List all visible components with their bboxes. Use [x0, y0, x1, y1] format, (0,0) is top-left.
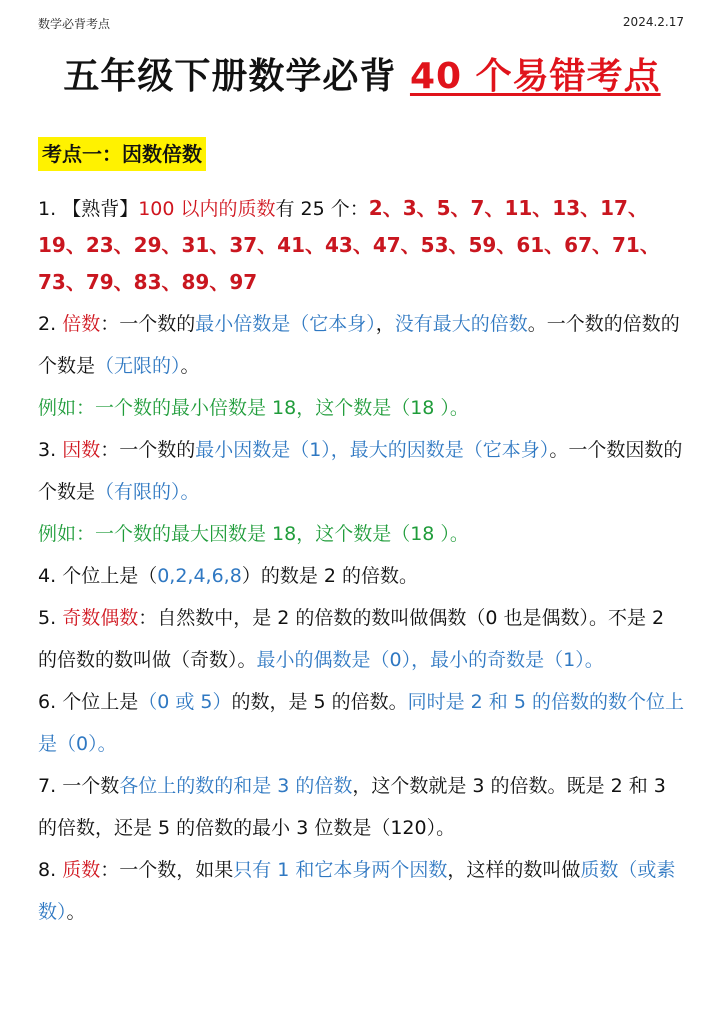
item-number: 3. — [38, 439, 57, 461]
item-text: 个位上是 — [62, 691, 139, 713]
header-left-label: 数学必背考点 — [38, 17, 111, 31]
highlight-blue: （0 或 5） — [138, 691, 232, 713]
item-text: 。 — [180, 355, 200, 377]
highlight-blue: 最小因数是（1），最大的因数是（它本身） — [195, 439, 550, 461]
highlight-blue: （无限的） — [95, 355, 181, 377]
item-8 — [38, 849, 688, 933]
content-body — [38, 190, 688, 933]
highlight-blue: 同时是 2 和 5 的倍数的数个位上是（0）。 — [38, 691, 684, 755]
highlight-blue: 最小的偶数是（0），最小的奇数是（1）。 — [256, 649, 604, 671]
item-text: ）的数是 2 的倍数。 — [241, 565, 418, 587]
item-text: ，这样的数叫做 — [447, 859, 581, 881]
item-text: 一个数 — [62, 775, 120, 797]
highlight-blue: （它本身） — [290, 313, 376, 335]
item-text: ：一个数，如果 — [100, 859, 234, 881]
example-line: 例如：一个数的最小倍数是 18，这个数是（18 ）。 — [38, 397, 469, 419]
item-text: ：自然数中，是 2 的倍数的数叫做偶数（0 也是偶数）。不是 2 的倍数的数叫做（奇数）。 — [38, 607, 665, 671]
item-6 — [38, 681, 688, 765]
item-number: 5. — [38, 607, 57, 629]
item-3 — [38, 429, 688, 513]
item-number: 2. — [38, 313, 57, 335]
item-number: 6. — [38, 691, 57, 713]
item-text: ，这个数就是 3 的倍数。既是 2 和 3 的倍数，还是 5 的倍数的最小 3 位数是（120）。 — [38, 775, 666, 839]
item-7 — [38, 765, 688, 849]
highlight-blue: 0,2,4,6,8 — [157, 565, 242, 587]
item-text: ：一个数的 — [100, 439, 196, 461]
highlight-blue: 各位上的数的和是 3 的倍数 — [119, 775, 353, 797]
item-number: 1. — [38, 198, 57, 220]
item-text: 有 25 个： — [275, 198, 369, 220]
item-text: 的数，是 5 的倍数。 — [231, 691, 408, 713]
item-text: 个位上是（ — [62, 565, 158, 587]
item-1 — [38, 190, 688, 301]
header-date: 2024.2.17 — [622, 15, 684, 29]
highlight-blue: 最小倍数是 — [195, 313, 291, 335]
item-4 — [38, 555, 688, 597]
section-heading: 考点一：因数倍数 — [38, 137, 206, 171]
term-red: 因数 — [62, 439, 101, 461]
prime-list: 2、3、5、7、11、13、17、19、23、29、31、37、41、43、47、53、59、61、67、71、73、79、83、89、97 — [38, 196, 660, 294]
item-text: 。 — [66, 901, 86, 923]
item-number: 4. — [38, 565, 57, 587]
item-text: 。一个数因数的个数是 — [38, 439, 683, 503]
highlight-blue: 质数（或素数） — [38, 859, 676, 923]
example-line: 例如：一个数的最大因数是 18，这个数是（18 ）。 — [38, 523, 469, 545]
page-title — [0, 48, 724, 99]
item-text: ， — [375, 313, 395, 335]
term-red: 奇数偶数 — [62, 607, 139, 629]
item-text: 【熟背】 — [62, 198, 139, 220]
highlight-red: 100 以内的质数 — [138, 198, 276, 220]
item-5 — [38, 597, 688, 681]
item-number: 7. — [38, 775, 57, 797]
item-text: 。一个数的倍数的个数是 — [38, 313, 680, 377]
highlight-blue: 没有最大的倍数 — [394, 313, 528, 335]
item-text: ：一个数的 — [100, 313, 196, 335]
highlight-blue: （有限的）。 — [95, 481, 200, 503]
highlight-blue: 只有 1 和它本身两个因数 — [233, 859, 448, 881]
term-red: 质数 — [62, 859, 101, 881]
item-2 — [38, 303, 688, 387]
term-red: 倍数 — [62, 313, 101, 335]
item-number: 8. — [38, 859, 57, 881]
title-highlight: 40 个易错考点 — [409, 56, 661, 97]
title-main: 五年级下册数学必背 — [63, 56, 397, 97]
